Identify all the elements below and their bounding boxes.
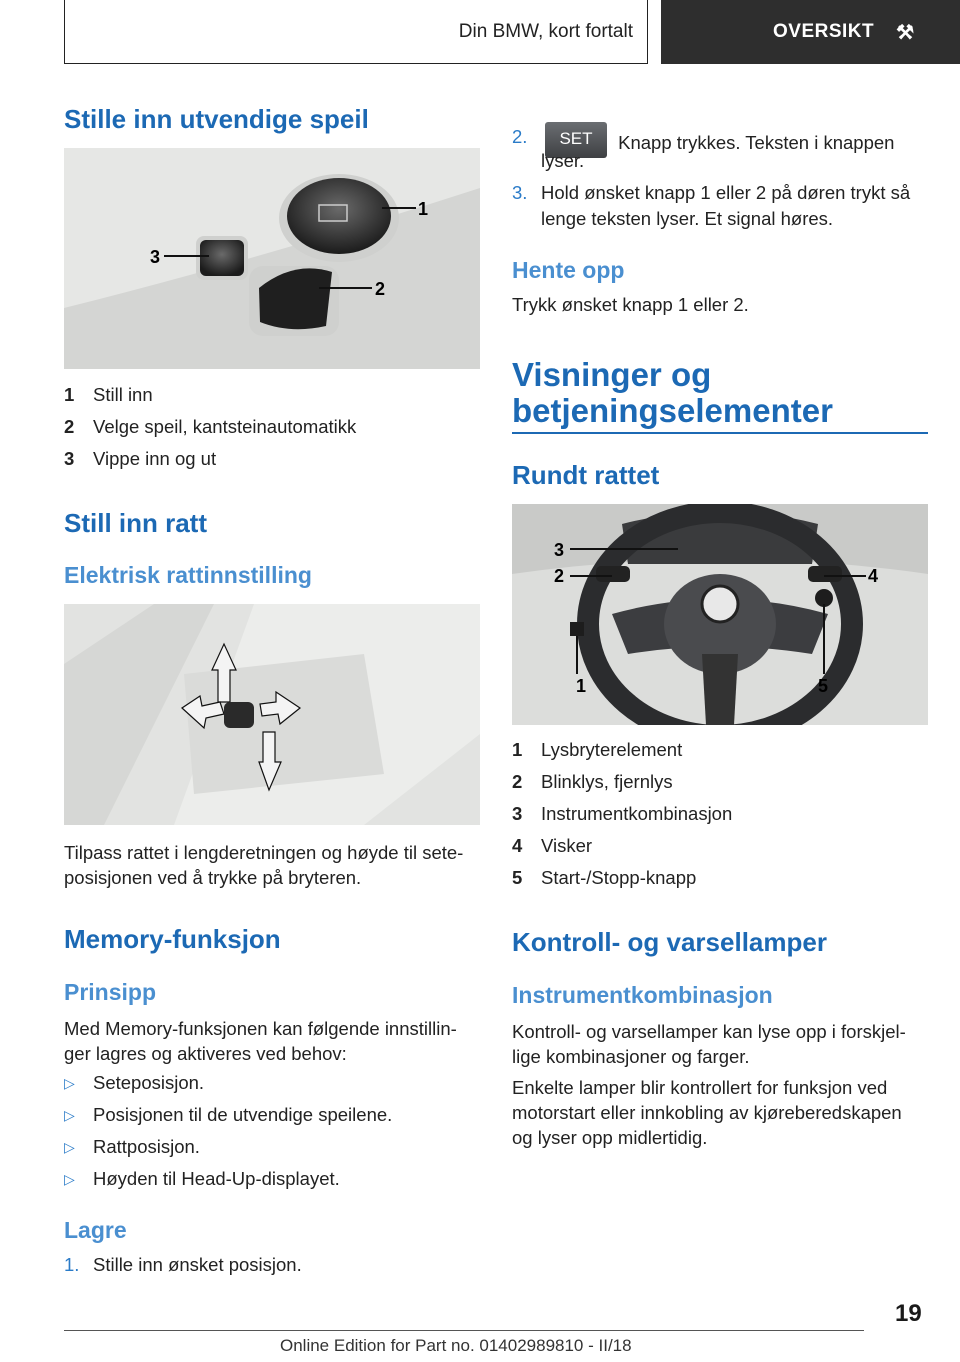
heading-memory: Memory-funksjon bbox=[64, 924, 281, 954]
header-section-tab[interactable] bbox=[661, 0, 960, 64]
callout-2: 2 bbox=[375, 279, 386, 299]
set-button-icon: SET bbox=[545, 122, 607, 158]
footer-text: Online Edition for Part no. 01402989810 - II/18 bbox=[280, 1336, 632, 1355]
step2-cont: lyser. bbox=[541, 150, 585, 171]
recall-text: Trykk ønsket knapp 1 eller 2. bbox=[512, 294, 749, 315]
subheading-electric: Elektrisk rattinnstilling bbox=[64, 562, 312, 588]
header-chapter[interactable]: Din BMW, kort fortalt bbox=[64, 0, 648, 64]
callout-1: 1 bbox=[418, 199, 429, 219]
page-number: 19 bbox=[895, 1300, 922, 1327]
lamps-line2: lige kombinasjoner og farger. bbox=[512, 1046, 750, 1067]
mirror-switch-image bbox=[64, 148, 480, 369]
heading-mirrors: Stille inn utvendige speil bbox=[64, 104, 369, 134]
tools-icon: ⚒ bbox=[896, 21, 915, 44]
callout-3: 3 bbox=[554, 540, 565, 560]
step3-cont: lenge teksten lyser. Et signal høres. bbox=[541, 208, 834, 229]
subheading-recall: Hente opp bbox=[512, 257, 625, 283]
lamps-line4: motorstart eller innkobling av kjøreberedskapen bbox=[512, 1102, 902, 1123]
callout-5: 5 bbox=[818, 676, 829, 696]
callout-3: 3 bbox=[150, 247, 161, 267]
callout-1: 1 bbox=[576, 676, 587, 696]
heading-rule bbox=[512, 432, 928, 434]
lamps-line5: og lyser opp midlertidig. bbox=[512, 1127, 708, 1148]
heading-around-wheel: Rundt rattet bbox=[512, 460, 660, 490]
section-label: OVERSIKT bbox=[773, 21, 875, 42]
wheel-text-line2: posisjonen ved å trykke på bryteren. bbox=[64, 867, 362, 888]
callout-2: 2 bbox=[554, 566, 565, 586]
lamps-line3: Enkelte lamper blir kontrollert for funksjon ved bbox=[512, 1077, 888, 1098]
big-heading-line2: betjeningselementer bbox=[512, 392, 833, 429]
big-heading-line1: Visninger og bbox=[512, 356, 712, 393]
subheading-save: Lagre bbox=[64, 1217, 127, 1243]
footer-rule bbox=[64, 1330, 864, 1331]
subheading-cluster: Instrumentkombinasjon bbox=[512, 982, 773, 1008]
steering-wheel-image bbox=[512, 504, 928, 725]
heading-lamps: Kontroll- og varsellamper bbox=[512, 927, 827, 957]
heading-wheel: Still inn ratt bbox=[64, 508, 207, 538]
lamps-line1: Kontroll- og varsellamper kan lyse opp i forskjel- bbox=[512, 1021, 906, 1042]
steering-adjust-image bbox=[64, 604, 480, 825]
principle-line2: ger lagres og aktiveres ved behov: bbox=[64, 1043, 347, 1064]
principle-line1: Med Memory-funksjonen kan følgende innstillin- bbox=[64, 1018, 457, 1039]
wheel-text-line1: Tilpass rattet i lengderetningen og høyde til sete- bbox=[64, 842, 464, 863]
subheading-principle: Prinsipp bbox=[64, 979, 157, 1005]
callout-4: 4 bbox=[868, 566, 879, 586]
